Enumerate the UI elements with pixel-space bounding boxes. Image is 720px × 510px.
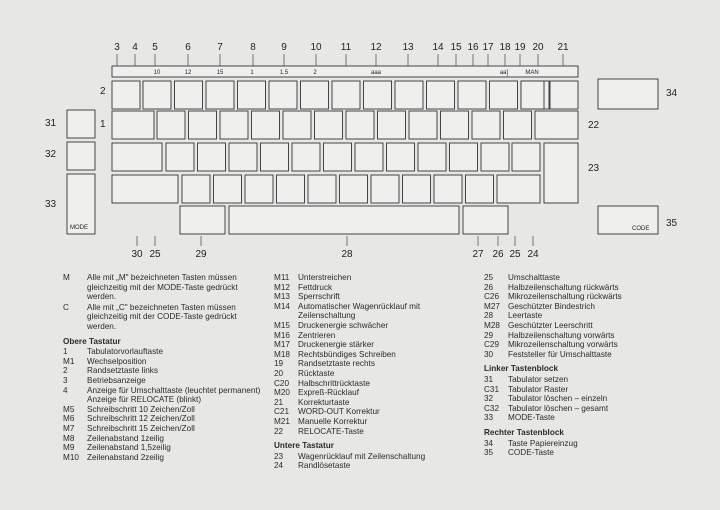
legend-description: Sperrschrift — [298, 292, 340, 302]
legend-description: Tabulatorvorlauftaste — [87, 347, 164, 357]
upper-item — [63, 366, 268, 376]
letter-key — [409, 111, 437, 139]
function-key — [490, 81, 518, 109]
legend-description: Rücktaste — [298, 368, 335, 378]
callout-number-top: 16 — [467, 42, 479, 53]
legend-code: M14 — [274, 301, 290, 311]
legend-code: M5 — [63, 404, 75, 414]
letter-key — [261, 143, 289, 171]
legend-description: Halbzeilenschaltung rückwärts — [508, 282, 619, 292]
code-key-label: CODE — [632, 226, 650, 232]
strip-label: aa] — [499, 70, 509, 76]
callout-number-left: 33 — [45, 199, 57, 210]
callout-number-top: 21 — [557, 42, 569, 53]
legend-list-right-block — [484, 439, 684, 458]
callout-number-top: 4 — [132, 42, 138, 53]
mode-key-label: MODE — [70, 225, 88, 231]
legend-code: M — [63, 273, 70, 282]
upper-item — [274, 417, 474, 427]
lower-item — [484, 331, 684, 341]
letter-key — [220, 111, 248, 139]
legend-description: Randsetztaste rechts — [298, 359, 375, 369]
legend-description: Schreibschritt 10 Zeichen/Zoll — [87, 404, 195, 414]
upper-item — [274, 398, 474, 408]
letter-key — [166, 143, 194, 171]
legend-code: M15 — [274, 320, 290, 330]
callout-number-left: 32 — [45, 149, 57, 160]
strip-label: aaa — [370, 70, 382, 76]
legend-code: 20 — [274, 368, 284, 378]
upper-item — [274, 407, 474, 417]
legend-description: Korrekturtaste — [298, 397, 350, 407]
legend-description: Tabulator setzen — [508, 374, 569, 384]
legend-code: C29 — [484, 340, 500, 350]
legend-description: Tabulator löschen – einzeln — [508, 394, 608, 404]
letter-key — [504, 111, 532, 139]
upper-item — [274, 359, 474, 369]
legend-description: Mikrozeilenschaltung vorwärts — [508, 340, 618, 350]
upper-item — [63, 347, 268, 357]
legend-description: Anzeige für RELOCATE (blinkt) — [87, 395, 202, 405]
left-block-item — [484, 413, 684, 423]
legend-description: Fettdruck — [298, 282, 333, 292]
right-block-item — [484, 439, 684, 449]
lower-item — [484, 302, 684, 312]
letter-key — [434, 175, 462, 203]
lower-item — [484, 321, 684, 331]
legend-description: Umschalttaste — [508, 273, 560, 282]
legend-list-left-block — [484, 375, 684, 423]
shift-right-key — [497, 175, 540, 203]
legend-col1 — [63, 273, 268, 462]
function-key — [395, 81, 423, 109]
legend-code: 32 — [484, 394, 494, 404]
letter-key — [355, 143, 383, 171]
upper-item — [63, 434, 268, 444]
function-key — [364, 81, 392, 109]
function-key — [427, 81, 455, 109]
callout-number-bottom: 29 — [195, 249, 207, 260]
legend-description: Zeilenabstand 1,5zeilig — [87, 443, 171, 453]
half-line-key — [180, 206, 225, 234]
callout-number-top: 8 — [250, 42, 256, 53]
legend-description: Alle mit „M" bezeichneten Tasten müssen gleichzeitig mit der MODE-Taste gedrückt werden. — [87, 273, 238, 302]
callout-number-top: 15 — [450, 42, 462, 53]
legend-code: 2 — [63, 366, 68, 376]
legend-code: C32 — [484, 403, 500, 413]
legend-code: M18 — [274, 349, 290, 359]
legend-code: 22 — [274, 426, 284, 436]
strip-label: 2 — [313, 70, 317, 76]
legend-code: 19 — [274, 359, 284, 369]
upper-item — [274, 273, 474, 283]
legend-code: 30 — [484, 349, 494, 359]
legend-description: Halbschrittrücktaste — [298, 378, 370, 388]
legend-code: M10 — [63, 452, 79, 462]
legend-code: 23 — [274, 451, 284, 461]
callout-number-top: 19 — [514, 42, 526, 53]
legend-description: Geschützter Leerschritt — [508, 320, 593, 330]
key-19 — [521, 81, 544, 109]
letter-key — [189, 111, 217, 139]
legend-col2 — [274, 273, 474, 471]
left-block-item — [484, 375, 684, 385]
upper-item — [274, 331, 474, 341]
legend-description: Anzeige für Umschalttaste (leuchtet permanent) — [87, 385, 261, 395]
callout-number-right: 35 — [666, 218, 678, 229]
legend-code: M9 — [63, 443, 75, 453]
callout-number-bottom: 28 — [341, 249, 353, 260]
upper-item — [274, 369, 474, 379]
left-block-item — [484, 394, 684, 404]
legend-description: WORD-OUT Korrektur — [298, 407, 380, 417]
legend-code: 21 — [274, 397, 284, 407]
legend-description: Alle mit „C" bezeichneten Tasten müssen gleichzeitig mit der CODE-Taste gedrückt werden. — [87, 302, 237, 331]
callout-number-left: 2 — [100, 86, 106, 97]
legend-description: Druckenergie stärker — [298, 340, 374, 350]
letter-key — [346, 111, 374, 139]
callout-number-top: 14 — [432, 42, 444, 53]
legend-description: Schreibschritt 12 Zeichen/Zoll — [87, 414, 195, 424]
tab-key — [112, 111, 154, 139]
upper-item — [63, 386, 268, 396]
upper-item — [274, 283, 474, 293]
legend-code: 3 — [63, 375, 68, 385]
legend-code: M16 — [274, 330, 290, 340]
tab-set-key — [67, 110, 95, 138]
legend-code: M6 — [63, 414, 75, 424]
legend-code: C — [63, 302, 69, 312]
legend-code: M12 — [274, 282, 290, 292]
relocate-key — [535, 111, 578, 139]
upper-item — [63, 414, 268, 424]
strip-label: 12 — [184, 70, 192, 76]
upper-item — [63, 405, 268, 415]
paper-insert-key — [598, 79, 658, 109]
keyboard-keys — [67, 66, 658, 234]
function-key — [269, 81, 297, 109]
legend-code: M28 — [484, 320, 500, 330]
legend-code: 25 — [484, 273, 494, 282]
legend-code: M27 — [484, 301, 500, 311]
legend-description: Wechselposition — [87, 356, 147, 366]
callout-number-top: 13 — [402, 42, 414, 53]
letter-key — [214, 175, 242, 203]
letter-key — [387, 143, 415, 171]
legend-note — [63, 273, 268, 302]
function-key — [206, 81, 234, 109]
callout-number-top: 6 — [185, 42, 191, 53]
legend-code: 28 — [484, 311, 494, 321]
legend-description: Tabulator Raster — [508, 384, 569, 394]
upper-item — [274, 292, 474, 302]
lower-item — [484, 340, 684, 350]
callout-number-right: 34 — [666, 88, 678, 99]
legend-heading-upper: Obere Tastatur — [63, 336, 121, 346]
callout-number-right: 22 — [588, 120, 600, 131]
upper-item — [63, 395, 268, 405]
letter-key — [292, 143, 320, 171]
letter-key — [466, 175, 494, 203]
letter-key — [308, 175, 336, 203]
letter-key — [472, 111, 500, 139]
upper-item — [63, 357, 268, 367]
legend-code: C20 — [274, 378, 290, 388]
correct-key — [550, 81, 578, 109]
legend-description: Feststeller für Umschalttaste — [508, 349, 612, 359]
strip-label: 1.5 — [279, 70, 289, 76]
upper-item — [63, 376, 268, 386]
legend-code: C26 — [484, 292, 500, 302]
legend-description: Mikrozeilenschaltung rückwärts — [508, 292, 622, 302]
lock-key — [112, 143, 162, 171]
function-key — [458, 81, 486, 109]
lower-item — [484, 283, 684, 293]
strip-label: 1 — [250, 70, 254, 76]
legend-description: CODE-Taste — [508, 448, 554, 458]
legend-code: M17 — [274, 340, 290, 350]
legend-code: M13 — [274, 292, 290, 302]
callout-number-bottom: 24 — [527, 249, 539, 260]
legend-col3 — [484, 273, 684, 458]
legend-description: Schreibschritt 15 Zeichen/Zoll — [87, 423, 195, 433]
right-block-item — [484, 448, 684, 458]
legend-code: C31 — [484, 384, 500, 394]
lower-item — [274, 452, 474, 462]
legend-code: M7 — [63, 423, 75, 433]
legend-heading-left-block: Linker Tastenblock — [484, 364, 559, 374]
letter-key — [198, 143, 226, 171]
legend-list-3 — [484, 273, 684, 359]
letter-key — [371, 175, 399, 203]
legend-description: Betriebsanzeige — [87, 375, 146, 385]
upper-item — [274, 350, 474, 360]
legend-description: Randsetztaste links — [87, 366, 158, 376]
letter-key — [157, 111, 185, 139]
legend-description: MODE-Taste — [508, 413, 555, 423]
letter-key — [481, 143, 509, 171]
legend-code: M20 — [274, 388, 290, 398]
tab-clear-key — [67, 142, 95, 170]
return-key — [544, 143, 578, 203]
strip-label: 10 — [153, 70, 161, 76]
letter-key — [229, 143, 257, 171]
legend-code: C21 — [274, 407, 290, 417]
legend-description: RELOCATE-Taste — [298, 426, 364, 436]
lower-item — [484, 311, 684, 321]
letter-key — [378, 111, 406, 139]
function-key — [332, 81, 360, 109]
upper-item — [63, 453, 268, 463]
legend-code: M8 — [63, 433, 75, 443]
upper-item — [274, 340, 474, 350]
legend-description: Geschützter Bindestrich — [508, 301, 595, 311]
legend-code: M21 — [274, 416, 290, 426]
strip-label: 15 — [216, 70, 224, 76]
left-block-item — [484, 404, 684, 414]
legend-code: 24 — [274, 461, 284, 471]
shift-left-key — [112, 175, 178, 203]
upper-item — [274, 388, 474, 398]
lower-item — [484, 273, 684, 283]
callout-number-top: 10 — [310, 42, 322, 53]
lower-item — [484, 292, 684, 302]
callout-number-left: 1 — [100, 119, 106, 130]
function-key — [238, 81, 266, 109]
function-key — [301, 81, 329, 109]
key-half — [512, 143, 540, 171]
callout-number-top: 9 — [281, 42, 287, 53]
left-block-item — [484, 385, 684, 395]
callout-number-top: 12 — [370, 42, 382, 53]
legend-code: 29 — [484, 330, 494, 340]
legend-description: Expreß-Rücklauf — [298, 388, 359, 398]
letter-key — [283, 111, 311, 139]
letter-key — [182, 175, 210, 203]
callout-number-left: 31 — [45, 118, 57, 129]
half-line-back-key — [463, 206, 508, 234]
legend-code: M1 — [63, 356, 75, 366]
upper-item — [274, 321, 474, 331]
legend-code: 33 — [484, 413, 494, 423]
legend-description: Druckenergie schwächer — [298, 320, 389, 330]
upper-item — [274, 427, 474, 437]
legend-code: M11 — [274, 273, 290, 282]
callout-number-bottom: 26 — [492, 249, 504, 260]
legend-description: Zeilenabstand 2zeilig — [87, 452, 164, 462]
lower-item — [274, 461, 474, 471]
upper-item — [63, 443, 268, 453]
legend-description: Taste Papiereinzug — [508, 438, 578, 448]
letter-key — [340, 175, 368, 203]
legend-list-lower — [274, 452, 474, 471]
letter-key — [441, 111, 469, 139]
legend-description: Manuelle Korrektur — [298, 416, 368, 426]
letter-key — [450, 143, 478, 171]
callout-number-bottom: 30 — [131, 249, 143, 260]
legend-description: Automatischer Wagenrücklauf mit Zeilenschaltung — [298, 301, 421, 321]
legend-code: 1 — [63, 347, 68, 357]
callout-number-bottom: 27 — [472, 249, 484, 260]
legend-note — [63, 303, 268, 332]
legend-code: 26 — [484, 282, 494, 292]
letter-key — [403, 175, 431, 203]
legend-description: Wagenrücklauf mit Zeilenschaltung — [298, 451, 426, 461]
margin-left-key — [112, 81, 140, 109]
callout-number-top: 11 — [340, 42, 352, 53]
upper-item — [274, 302, 474, 321]
callout-number-top: 5 — [152, 42, 158, 53]
legend-heading-right-block: Rechter Tastenblock — [484, 427, 564, 437]
letter-key — [324, 143, 352, 171]
lower-item — [484, 350, 684, 360]
legend-code: 4 — [63, 385, 68, 395]
callout-number-top: 7 — [217, 42, 223, 53]
legend-code: 34 — [484, 438, 494, 448]
legend-code — [63, 395, 87, 405]
legend-description: Rechtsbündiges Schreiben — [298, 349, 396, 359]
callout-number-bottom: 25 — [149, 249, 161, 260]
upper-item — [274, 379, 474, 389]
letter-key — [245, 175, 273, 203]
strip-label: MAN — [525, 70, 539, 76]
legend-description: Unterstreichen — [298, 273, 352, 282]
legend-description: Zentrieren — [298, 330, 336, 340]
callout-number-top: 17 — [482, 42, 494, 53]
legend-description: Zeilenabstand 1zeilig — [87, 433, 164, 443]
legend-description: Tabulator löschen – gesamt — [508, 403, 609, 413]
callout-number-bottom: 25 — [509, 249, 521, 260]
space-bar — [229, 206, 459, 234]
legend-description: Randlösetaste — [298, 461, 351, 471]
legend-code: 35 — [484, 448, 494, 458]
legend-code: 31 — [484, 374, 494, 384]
upper-item — [63, 424, 268, 434]
function-key — [143, 81, 171, 109]
callout-number-top: 18 — [499, 42, 511, 53]
letter-key — [252, 111, 280, 139]
letter-key — [418, 143, 446, 171]
legend-description: Leertaste — [508, 311, 543, 321]
callout-number-top: 20 — [532, 42, 544, 53]
function-key — [175, 81, 203, 109]
legend-list-upper — [63, 347, 268, 462]
letter-key — [277, 175, 305, 203]
letter-key — [315, 111, 343, 139]
legend-notes — [63, 273, 268, 332]
legend-list-2 — [274, 273, 474, 436]
legend-description: Halbzeilenschaltung vorwärts — [508, 330, 615, 340]
callout-number-top: 3 — [114, 42, 120, 53]
legend-heading-lower: Untere Tastatur — [274, 441, 334, 451]
callout-number-right: 23 — [588, 163, 600, 174]
